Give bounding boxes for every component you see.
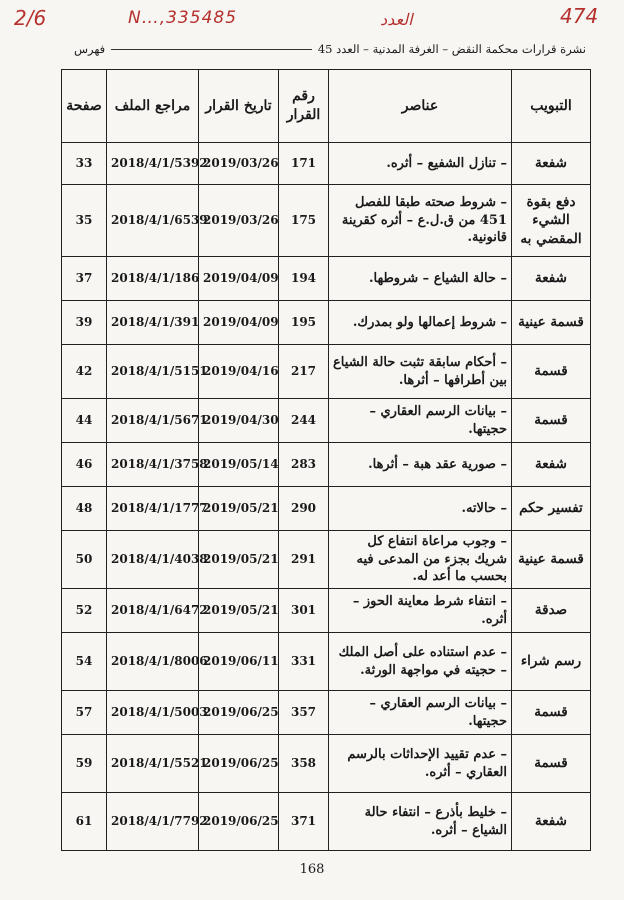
header-rule (111, 49, 312, 50)
running-header (74, 40, 586, 58)
row-elements: – صورية عقد هبة – أثرها. (329, 443, 512, 487)
row-decision-date: 2019/06/25 (199, 793, 279, 851)
row-page-number: 46 (62, 443, 107, 487)
row-file-reference: 2018/4/1/3758 (107, 443, 199, 487)
row-decision-date: 2019/03/26 (199, 185, 279, 257)
row-page-number: 35 (62, 185, 107, 257)
header-file-references: مراجع الملف (107, 70, 199, 143)
header-decision-date: تاريخ القرار (199, 70, 279, 143)
row-decision-number: 175 (279, 185, 329, 257)
table-row (62, 633, 591, 691)
row-file-reference: 2018/4/1/6539 (107, 185, 199, 257)
row-file-reference: 2018/4/1/391 (107, 301, 199, 345)
row-category: تفسير حكم (512, 487, 591, 531)
row-decision-number: 171 (279, 143, 329, 185)
row-decision-number: 195 (279, 301, 329, 345)
row-decision-date: 2019/05/21 (199, 487, 279, 531)
row-category: شفعة (512, 143, 591, 185)
row-page-number: 42 (62, 345, 107, 399)
row-category: شفعة (512, 793, 591, 851)
row-file-reference: 2018/4/1/186 (107, 257, 199, 301)
row-category: دفع بقوة الشيء المقضي به (512, 185, 591, 257)
row-page-number: 48 (62, 487, 107, 531)
row-file-reference: 2018/4/1/8006 (107, 633, 199, 691)
row-category: شفعة (512, 257, 591, 301)
row-file-reference: 2018/4/1/4038 (107, 531, 199, 589)
table-header-row (62, 70, 591, 143)
row-decision-date: 2019/04/16 (199, 345, 279, 399)
table-row (62, 185, 591, 257)
row-page-number: 59 (62, 735, 107, 793)
row-elements: – تنازل الشفيع – أثره. (329, 143, 512, 185)
table-row (62, 345, 591, 399)
row-file-reference: 2018/4/1/5392 (107, 143, 199, 185)
page-number: 168 (299, 862, 325, 877)
row-decision-date: 2019/05/14 (199, 443, 279, 487)
table-row (62, 399, 591, 443)
row-file-reference: 2018/4/1/5521 (107, 735, 199, 793)
row-decision-number: 358 (279, 735, 329, 793)
row-decision-date: 2019/04/09 (199, 301, 279, 345)
row-decision-date: 2019/03/26 (199, 143, 279, 185)
table-row (62, 735, 591, 793)
decisions-index-table (61, 69, 591, 851)
row-decision-date: 2019/05/21 (199, 531, 279, 589)
row-decision-date: 2019/06/25 (199, 691, 279, 735)
row-decision-date: 2019/05/21 (199, 589, 279, 633)
row-decision-number: 283 (279, 443, 329, 487)
table-row (62, 531, 591, 589)
row-elements: – شروط إعمالها ولو بمدرك. (329, 301, 512, 345)
row-elements: – عدم تقييد الإحداثات بالرسم العقاري – أثره. (329, 735, 512, 793)
row-category: صدقة (512, 589, 591, 633)
row-decision-date: 2019/06/11 (199, 633, 279, 691)
row-file-reference: 2018/4/1/5003 (107, 691, 199, 735)
header-category: التبويب (512, 70, 591, 143)
row-page-number: 44 (62, 399, 107, 443)
table-row (62, 793, 591, 851)
row-decision-number: 291 (279, 531, 329, 589)
row-elements: – انتفاء شرط معاينة الحوز – أثره. (329, 589, 512, 633)
row-elements: – حالة الشياع – شروطها. (329, 257, 512, 301)
row-category: قسمة (512, 691, 591, 735)
row-decision-date: 2019/06/25 (199, 735, 279, 793)
row-decision-number: 301 (279, 589, 329, 633)
row-decision-number: 244 (279, 399, 329, 443)
table-row (62, 589, 591, 633)
table-row (62, 691, 591, 735)
row-category: قسمة (512, 399, 591, 443)
row-page-number: 50 (62, 531, 107, 589)
row-elements: – أحكام سابقة تثبت حالة الشياع بين أطرافها – أثرها. (329, 345, 512, 399)
row-file-reference: 2018/4/1/6472 (107, 589, 199, 633)
index-label: فهرس (74, 42, 106, 56)
handwritten-number: 474 (560, 4, 599, 28)
handwritten-reference: N…,335485 (128, 8, 238, 28)
row-decision-date: 2019/04/30 (199, 399, 279, 443)
table-row (62, 143, 591, 185)
row-category: شفعة (512, 443, 591, 487)
row-decision-number: 194 (279, 257, 329, 301)
row-page-number: 57 (62, 691, 107, 735)
row-category: رسم شراء (512, 633, 591, 691)
row-decision-number: 331 (279, 633, 329, 691)
row-page-number: 52 (62, 589, 107, 633)
table-row (62, 487, 591, 531)
table-row (62, 443, 591, 487)
row-elements: – شروط صحته طبقا للفصل 451 من ق.ل.ع – أثره كقرينة قانونية. (329, 185, 512, 257)
row-page-number: 54 (62, 633, 107, 691)
row-category: قسمة عينية (512, 301, 591, 345)
row-file-reference: 2018/4/1/5151 (107, 345, 199, 399)
row-decision-date: 2019/04/09 (199, 257, 279, 301)
row-page-number: 39 (62, 301, 107, 345)
table-row (62, 257, 591, 301)
header-decision-number: رقم القرار (279, 70, 329, 143)
row-elements: – عدم استناده على أصل الملك – حجيته في مواجهة الورثة. (329, 633, 512, 691)
row-elements: – خليط بأذرع – انتفاء حالة الشياع – أثره. (329, 793, 512, 851)
row-elements: – حالاته. (329, 487, 512, 531)
row-decision-number: 217 (279, 345, 329, 399)
row-page-number: 33 (62, 143, 107, 185)
header-page: صفحة (62, 70, 107, 143)
row-page-number: 37 (62, 257, 107, 301)
row-elements: – بيانات الرسم العقاري – حجيتها. (329, 691, 512, 735)
handwritten-note: العدد (380, 10, 413, 29)
row-file-reference: 2018/4/1/7792 (107, 793, 199, 851)
handwritten-fraction: 2/6 (14, 6, 47, 30)
row-decision-number: 290 (279, 487, 329, 531)
row-elements: – وجوب مراعاة انتفاع كل شريك بجزء من المدعى فيه بحسب ما أعد له. (329, 531, 512, 589)
publication-title: نشرة قرارات محكمة النقض – الغرفة المدنية – العدد 45 (317, 42, 586, 56)
row-decision-number: 371 (279, 793, 329, 851)
row-decision-number: 357 (279, 691, 329, 735)
row-category: قسمة عينية (512, 531, 591, 589)
header-elements: عناصر (329, 70, 512, 143)
row-file-reference: 2018/4/1/1777 (107, 487, 199, 531)
row-page-number: 61 (62, 793, 107, 851)
row-category: قسمة (512, 735, 591, 793)
table-row (62, 301, 591, 345)
row-file-reference: 2018/4/1/5671 (107, 399, 199, 443)
row-elements: – بيانات الرسم العقاري – حجيتها. (329, 399, 512, 443)
row-category: قسمة (512, 345, 591, 399)
